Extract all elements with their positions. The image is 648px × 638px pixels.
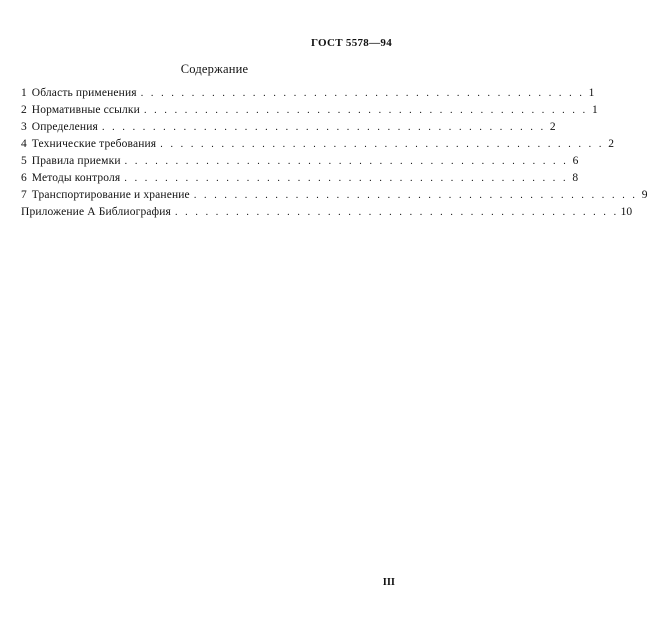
- toc-item[interactable]: [21, 119, 556, 136]
- toc-item[interactable]: [21, 153, 579, 170]
- toc-dot-leader: . . . . . . . . . . . . . . . . . . . . . . . . . . . . . . . . . . . . . . . . . . . .: [143, 105, 588, 116]
- toc-item[interactable]: [21, 102, 598, 119]
- toc-item-label: Транспортирование и хранение: [31, 189, 190, 201]
- toc-item[interactable]: [21, 204, 633, 221]
- toc-item-number: 4: [21, 138, 27, 150]
- toc-dot-leader: . . . . . . . . . . . . . . . . . . . . . . . . . . . . . . . . . . . . . . . . . . . .: [124, 156, 569, 167]
- table-of-contents: [21, 85, 648, 221]
- toc-item-label: Нормативные ссылки: [31, 104, 140, 116]
- toc-item[interactable]: [21, 170, 579, 187]
- toc-item-label: Область применения: [31, 87, 137, 99]
- toc-item-number: 7: [21, 189, 27, 201]
- toc-item[interactable]: [21, 85, 595, 102]
- toc-item-label: Правила приемки: [31, 155, 121, 167]
- toc-item-page: 1: [588, 87, 595, 99]
- toc-item[interactable]: [21, 136, 614, 153]
- toc-dot-leader: . . . . . . . . . . . . . . . . . . . . . . . . . . . . . . . . . . . . . . . . . . . .: [124, 173, 569, 184]
- toc-item-label: Технические требования: [31, 138, 157, 150]
- toc-item-page: 1: [591, 104, 598, 116]
- toc-item-label: Определения: [31, 121, 98, 133]
- toc-item-page: 6: [572, 155, 579, 167]
- toc-item-label: Приложение А Библиография: [21, 206, 171, 218]
- toc-dot-leader: . . . . . . . . . . . . . . . . . . . . . . . . . . . . . . . . . . . . . . . . . . . .: [101, 122, 546, 133]
- toc-item-number: 5: [21, 155, 27, 167]
- document-code: ГОСТ 5578—94: [310, 37, 392, 49]
- toc-dot-leader: . . . . . . . . . . . . . . . . . . . . . . . . . . . . . . . . . . . . . . . . . . . .: [174, 207, 619, 218]
- toc-item-label: Методы контроля: [31, 172, 121, 184]
- toc-item-number: 3: [21, 121, 27, 133]
- page-number: III: [382, 577, 395, 588]
- toc-item-page: 2: [549, 121, 556, 133]
- toc-item-page: 8: [572, 172, 579, 184]
- toc-dot-leader: . . . . . . . . . . . . . . . . . . . . . . . . . . . . . . . . . . . . . . . . . . . .: [193, 190, 638, 201]
- toc-item-number: 1: [21, 87, 27, 99]
- toc-item-number: 6: [21, 172, 27, 184]
- toc-item-page: 9: [641, 189, 648, 201]
- toc-title: Содержание: [180, 62, 249, 76]
- toc-item[interactable]: [21, 187, 648, 204]
- toc-item-page: 2: [608, 138, 614, 150]
- toc-dot-leader: . . . . . . . . . . . . . . . . . . . . . . . . . . . . . . . . . . . . . . . . . . . .: [140, 88, 585, 99]
- toc-item-page: 10: [620, 206, 633, 218]
- toc-dot-leader: . . . . . . . . . . . . . . . . . . . . . . . . . . . . . . . . . . . . . . . . . . . .: [160, 139, 604, 150]
- toc-item-number: 2: [21, 104, 27, 116]
